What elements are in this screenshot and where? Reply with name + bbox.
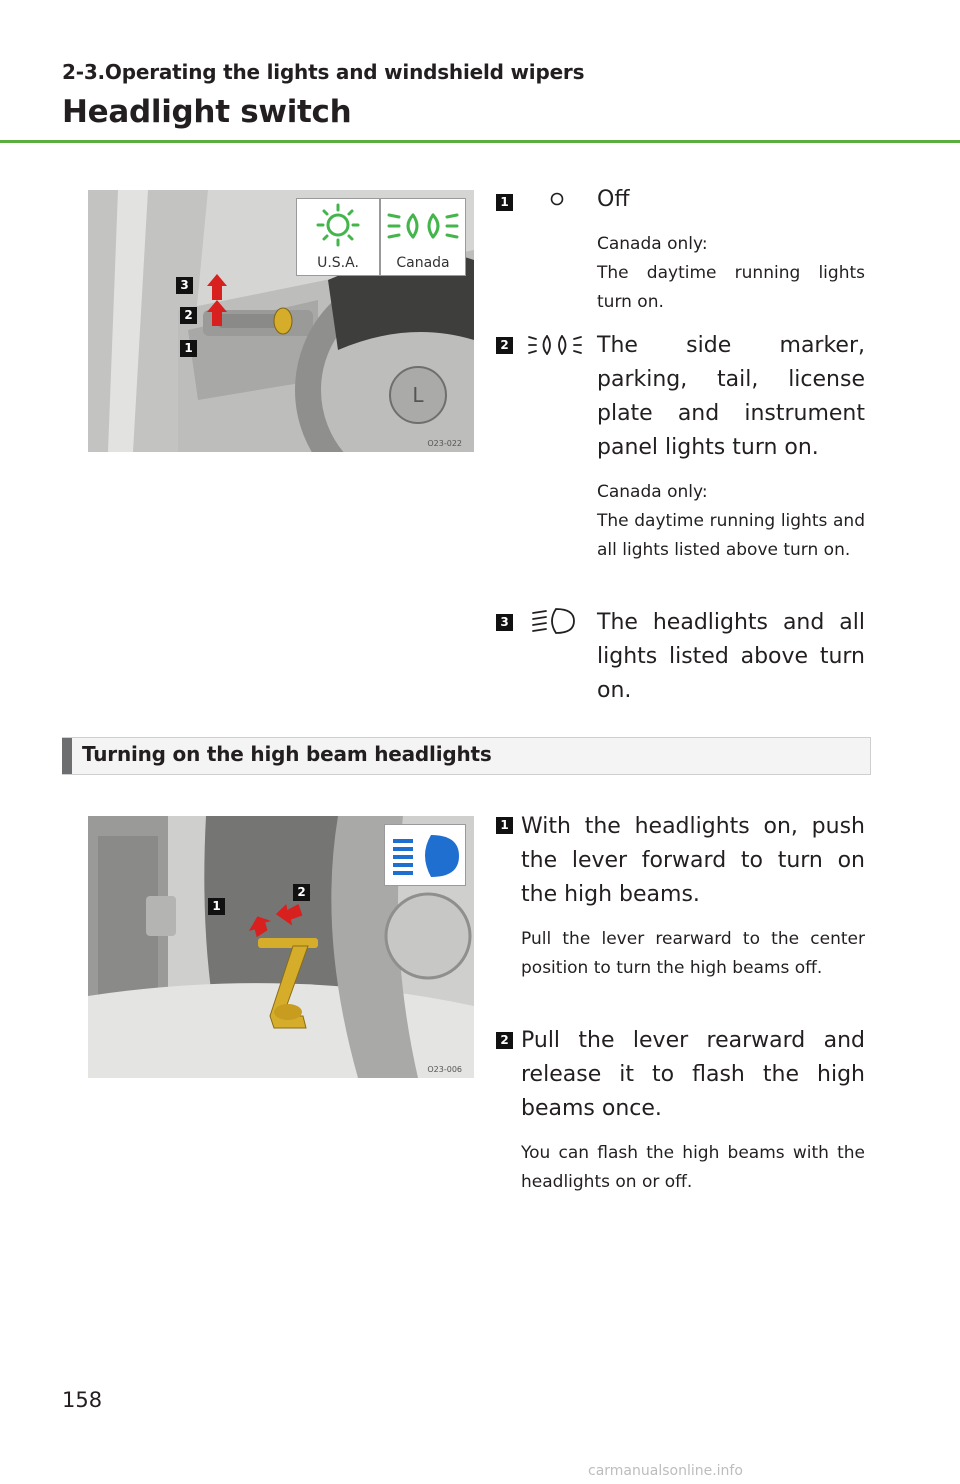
high-beam-heading — [62, 737, 871, 775]
side-lights-green-icon — [381, 199, 465, 255]
position-number-1: 1 — [496, 194, 513, 211]
page-number: 158 — [62, 1388, 103, 1412]
figure2-code: O23-006 — [427, 1065, 462, 1074]
step-number-1: 1 — [496, 817, 513, 834]
high-beam-heading-text: Turning on the high beam headlights — [82, 742, 492, 766]
title-rule — [0, 140, 960, 143]
canada-indicator-panel — [380, 198, 466, 276]
position-1-text: Off — [597, 187, 630, 212]
side-marker-lights-icon — [527, 330, 583, 360]
usa-indicator-panel — [296, 198, 380, 276]
step-2-note: You can flash the high beams with the headlights on or off. — [521, 1143, 865, 1192]
daytime-light-green-icon — [297, 199, 379, 255]
page-title: Headlight switch — [62, 94, 352, 130]
svg-text:L: L — [412, 383, 424, 407]
off-position-icon — [548, 190, 566, 208]
high-beam-indicator-panel — [384, 824, 466, 886]
headlight-icon — [530, 605, 578, 637]
figure2-callout-2: 2 — [293, 884, 310, 901]
canada-label: Canada — [396, 255, 450, 271]
high-beam-figure — [88, 816, 474, 1078]
position-3-text: The headlights and all lights listed above turn on. — [597, 610, 865, 703]
step-2-text: Pull the lever rearward and release it to flash the high beams once. — [521, 1028, 865, 1121]
figure2-callout-1: 1 — [208, 898, 225, 915]
step-number-2: 2 — [496, 1032, 513, 1049]
position-number-2: 2 — [496, 337, 513, 354]
section-label: 2-3.Operating the lights and windshield wipers — [62, 60, 585, 84]
figure-callout-3: 3 — [176, 277, 193, 294]
heading-bar — [62, 738, 72, 774]
usa-label: U.S.A. — [317, 255, 359, 271]
figure-code: O23-022 — [427, 439, 462, 448]
figure-callout-2: 2 — [180, 307, 197, 324]
step-1-note: Pull the lever rearward to the center position to turn the high beams off. — [521, 929, 865, 978]
high-beam-blue-icon — [385, 825, 465, 885]
watermark: carmanualsonline.info — [588, 1463, 743, 1479]
step-1-text: With the headlights on, push the lever forward to turn on the high beams. — [521, 814, 865, 907]
headlight-switch-figure — [88, 190, 474, 452]
figure-callout-1: 1 — [180, 340, 197, 357]
position-2-text: The side marker, parking, tail, license plate and instrument panel lights turn on. — [597, 333, 865, 460]
position-1-note: Canada only: The daytime running lights turn on. — [597, 234, 865, 312]
position-2-note: Canada only: The daytime running lights and all lights listed above turn on. — [597, 482, 865, 560]
position-number-3: 3 — [496, 614, 513, 631]
